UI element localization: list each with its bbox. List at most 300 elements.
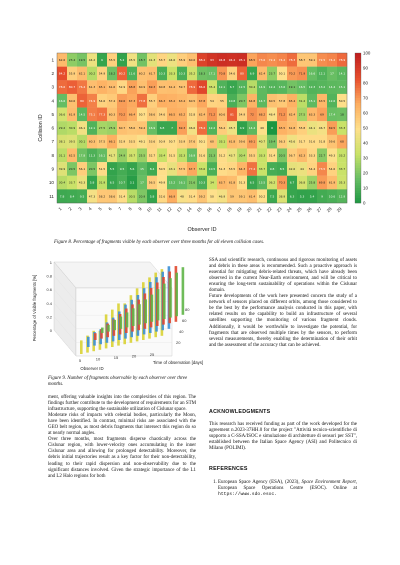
x-axis-title: Observer ID <box>80 366 104 371</box>
heatmap-cell-label: 31.1 <box>58 153 66 158</box>
heatmap-cell-label: 8.4 <box>69 194 75 199</box>
colorbar-tick-label: 60 <box>363 110 368 116</box>
heatmap-cell-label: 11.3 <box>88 153 96 158</box>
heatmap-cell-label: 12.4 <box>268 85 276 90</box>
figure-8-caption <box>54 240 354 246</box>
heatmap-cell-label: 20.5 <box>68 167 76 172</box>
heatmap-cell-label: 52.7 <box>148 153 156 158</box>
heatmap-cell-label: 60.3 <box>88 139 96 144</box>
heatmap-cell-label: 50.1 <box>198 139 206 144</box>
colorbar-step <box>355 66 361 69</box>
heatmap-cell-label: 59.4 <box>138 126 146 131</box>
colorbar-step <box>355 103 361 106</box>
heatmap-cell-label: 86.6 <box>198 85 206 90</box>
colorbar-step <box>355 163 361 166</box>
heatmap-cell-label: 16.9 <box>188 153 196 158</box>
heatmap-cell-label: 25.5 <box>138 153 146 158</box>
y-tick-label: 0 <box>49 328 52 333</box>
bar <box>132 308 135 326</box>
heatmap-cell-label: 53.9 <box>178 139 186 144</box>
colorbar-step <box>355 88 361 91</box>
heatmap-cell-label: 38.1 <box>58 139 66 144</box>
y-tick-label: 1 <box>49 260 52 265</box>
colorbar-step <box>355 133 361 136</box>
bar <box>157 289 160 320</box>
heatmap-cell-label: 51.5 <box>98 167 106 172</box>
heatmap-cell-label: 54.6 <box>228 71 236 76</box>
heatmap-cell-label: 30.2 <box>88 71 96 76</box>
heatmap-cell-label: 65.4 <box>288 98 296 103</box>
heatmap-cell-label: 73.5 <box>318 167 326 172</box>
heatmap-cell-label: 20.5 <box>278 153 286 158</box>
heatmap-cell-label: 17 <box>330 71 334 76</box>
heatmap-cell-label: 8.4 <box>149 167 155 172</box>
heatmap-cell-label: 17.4 <box>328 112 336 117</box>
y-tick-label: 0.6 <box>46 287 52 293</box>
x-tick-label: 5 <box>78 358 82 363</box>
x-tick-label: 8 <box>127 206 133 212</box>
heatmap-cell-label: 40.7 <box>258 139 266 144</box>
figure-9-caption-label: Figure 9. <box>48 376 67 381</box>
acknowledgments-text: This research has received funding as part of the work developed for the agreement n.2023-37HH.0 for the project "Attività tecnico-scientifiche di supporto a C-SSA/ISOC e simulazione di architetture di sensori per SST", established between the Italian Space Agency (ASI) and Politecnico di Milano (POLIMI). <box>209 422 357 452</box>
heatmap-cell-label: 64.8 <box>248 98 256 103</box>
heatmap-cell-label: 33.1 <box>218 139 226 144</box>
heatmap-cell-label: 51.5 <box>168 153 176 158</box>
heatmap-cell-label: 45.6 <box>288 139 296 144</box>
heatmap-cell-label: 60.8 <box>158 85 166 90</box>
paragraph: Over three months, most fragments disperse chaotically across the Cislunar region, with lower-velocity ones accumulating in the inner Cislunar area and allowing for prolonged detectability. Moreover, the debris initial trajectories result as a key factor for their non-detectability, leading to their rapid dispersion and non-observability due to the significant distances involved. Given the strategic importance of the L1 and L2 Halo regions for both <box>48 437 196 479</box>
colorbar-step <box>355 188 361 191</box>
heatmap-cell-label: 12.1 <box>88 126 96 131</box>
colorbar-step <box>355 143 361 146</box>
colorbar-tick-label: 0 <box>363 200 366 206</box>
heatmap-cell-label: 53.5 <box>128 139 136 144</box>
heatmap-cell-label: 60 <box>210 139 214 144</box>
x-tick-label: 10 <box>145 206 153 214</box>
colorbar-step <box>355 183 361 186</box>
figure-9 <box>30 258 204 372</box>
heatmap-cell-label: 16.6 <box>58 98 66 103</box>
heatmap-cell-label: 33.3 <box>258 153 266 158</box>
heatmap-cell-label: 70.2 <box>118 112 126 117</box>
heatmap-chart <box>22 50 392 238</box>
heatmap-cell-label: 67.3 <box>128 98 136 103</box>
heatmap-cell-label: 51.7 <box>298 139 306 144</box>
heatmap-cell-label: 41.3 <box>148 57 156 62</box>
heatmap-cell-label: 30.4 <box>58 180 66 185</box>
heatmap-cell-label: 15.1 <box>308 98 316 103</box>
paragraph: Moderate risks of impacts with celestial bodies, particularly the Moon, have been identified. In contrast, minimal risks are associated with the GEO belt region, as most debris fragments that intersect this region do so at nearly normal angles. <box>48 413 196 437</box>
heatmap-cell-label: 6 <box>101 57 103 62</box>
colorbar-tick-label: 90 <box>363 65 368 71</box>
heatmap-cell-label: 59.7 <box>178 85 186 90</box>
heatmap-cell-label: 6.3 <box>289 194 295 199</box>
heatmap-cell-label: 80.7 <box>68 85 76 90</box>
heatmap-cell-label: 31.9 <box>98 180 106 185</box>
heatmap-cell-label: 44.2 <box>88 57 96 62</box>
heatmap-cell-label: 35.7 <box>128 153 136 158</box>
colorbar-step <box>355 193 361 196</box>
colorbar-step <box>355 71 361 74</box>
x-tick-label: 16 <box>205 206 213 214</box>
heatmap-cell-label: 10.6 <box>328 194 336 199</box>
heatmap-cell-label: 54.6 <box>98 98 106 103</box>
heatmap-cell-label: 59.1 <box>308 57 316 62</box>
heatmap-cell-label: 25.9 <box>108 126 116 131</box>
heatmap-cell-label: 69.3 <box>178 126 186 131</box>
colorbar-step <box>355 196 361 199</box>
heatmap-cell-label: 3.1 <box>129 180 135 185</box>
heatmap-cell-label: 60.5 <box>188 98 196 103</box>
heatmap-cell-label: 71.2 <box>208 112 216 117</box>
colorbar-tick-label: 40 <box>363 140 368 146</box>
heatmap-cell-label: 72.5 <box>318 57 326 62</box>
z-tick-label: 60 <box>182 318 187 323</box>
heatmap-cell-label: 9.5 <box>119 167 125 172</box>
heatmap-cell-label: 18.7 <box>138 57 146 62</box>
heatmap-cell-label: 30.1 <box>78 139 86 144</box>
heatmap-cell-label: 61.8 <box>228 139 236 144</box>
colorbar-tick-label: 80 <box>363 80 368 86</box>
heatmap-cell-label: 43.7 <box>228 153 236 158</box>
heatmap-cell-label: 10.7 <box>118 180 126 185</box>
heatmap-cell-label: 46.1 <box>78 126 86 131</box>
heatmap-cell-label: 46.7 <box>318 126 326 131</box>
heatmap-cell-label: 68.5 <box>248 57 256 62</box>
heatmap-cell-label: 55.5 <box>248 153 256 158</box>
heatmap-cell-label: 14.9 <box>258 85 266 90</box>
heatmap-cell-label: 61.9 <box>68 112 76 117</box>
heatmap-cell-label: 16.5 <box>298 85 306 90</box>
heatmap-cell-label: 44.6 <box>168 57 176 62</box>
heatmap-cell-label: 59 <box>230 194 234 199</box>
heatmap-cell-label: 14.4 <box>328 85 336 90</box>
y-tick-label: 7 <box>51 139 54 145</box>
heatmap-cell-label: 21.6 <box>188 180 196 185</box>
heatmap-cell-label: 69.8 <box>318 180 326 185</box>
heatmap-cell-label: 62.4 <box>198 112 206 117</box>
colorbar-step <box>355 201 361 204</box>
heatmap-cell-label: 69.5 <box>328 126 336 131</box>
bar <box>163 284 166 319</box>
heatmap-cell-label: 61.6 <box>108 85 116 90</box>
bar <box>107 325 110 332</box>
bar <box>144 299 147 323</box>
heatmap-cell-label: 18 <box>340 112 344 117</box>
x-tick-label: 25 <box>295 206 303 214</box>
heatmap-cell-label: 23.4 <box>68 57 76 62</box>
heatmap-cell-label: 36.2 <box>268 180 276 185</box>
heatmap-cell-label: 12.2 <box>208 126 216 131</box>
heatmap-cell-label: 59.1 <box>238 194 246 199</box>
heatmap-cell-label: 78.3 <box>288 57 296 62</box>
heatmap-cell-label: 7.5 <box>269 194 275 199</box>
heatmap-cell-label: 17.1 <box>208 71 216 76</box>
heatmap-cell-label: 5.3 <box>299 194 305 199</box>
heatmap-cell-label: 53.5 <box>228 167 236 172</box>
heatmap-cell-label: 5.8 <box>89 180 95 185</box>
heatmap-cell-label: 57.6 <box>188 139 196 144</box>
x-tick-label: 5 <box>97 206 103 212</box>
heatmap-cell-label: 63.5 <box>318 98 326 103</box>
heatmap-cell-label: 60.5 <box>268 98 276 103</box>
heatmap-cell-label: 50.7 <box>168 139 176 144</box>
x-tick-label: 1 <box>57 206 63 212</box>
heatmap-cell-label: 55.9 <box>178 57 186 62</box>
heatmap-cell-label: 9 <box>321 194 323 199</box>
heatmap-cell-label: 57.5 <box>178 167 186 172</box>
heatmap-cell-label: 54.9 <box>98 71 106 76</box>
heatmap-cell-label: 66.4 <box>128 112 136 117</box>
heatmap-cell-label: 70.3 <box>278 180 286 185</box>
heatmap-cell-label: 77.4 <box>248 167 256 172</box>
colorbar-step <box>355 78 361 81</box>
heatmap-cell-label: 6.9 <box>249 71 255 76</box>
heatmap-cell-label: 54.6 <box>328 167 336 172</box>
acknowledgments-heading: ACKNOWLEDGMENTS <box>209 409 271 415</box>
heatmap-cell-label: 34 <box>210 180 214 185</box>
heatmap-cell-label: 53.7 <box>158 57 166 62</box>
bar <box>126 312 129 327</box>
x-tick-label: 15 <box>113 355 119 360</box>
heatmap-cell-label: 69.6 <box>118 98 126 103</box>
colorbar-step <box>355 106 361 109</box>
paragraph: SSA and scientific research, continuous and rigorous monitoring of assets and debris in these areas is recommended. Such a proactive approach is essential for mitigating debris-related threats, which have already been observed in the current Near-Earth environment, and will be critical to ensuring the long-term sustainability of operations within the Cislunar domain. <box>209 258 357 294</box>
heatmap-cell-label: 56.4 <box>218 126 226 131</box>
heatmap-cell-label: 12.1 <box>218 85 226 90</box>
heatmap-cell-label: 67.8 <box>198 98 206 103</box>
heatmap-cell-label: 5.4 <box>309 194 315 199</box>
heatmap-cell-label: 35.2 <box>188 71 196 76</box>
heatmap-cell-label: 81 <box>230 112 234 117</box>
references-heading: REFERENCES <box>209 466 248 472</box>
heatmap-cell-label: 55.5 <box>108 57 116 62</box>
heatmap-cell-label: 60.3 <box>108 112 116 117</box>
x-tick-label: 2 <box>67 206 73 212</box>
colorbar <box>355 51 371 206</box>
heatmap-cell-label: 63.3 <box>308 112 316 117</box>
heatmap-cell-label: 20.7 <box>238 98 246 103</box>
y-tick-label: 8 <box>51 152 54 158</box>
heatmap-cell-label: 63.7 <box>218 180 226 185</box>
x-tick-label: 13 <box>175 206 183 214</box>
heatmap-cell-label: 14.1 <box>338 71 346 76</box>
heatmap-cell-label: 31.2 <box>298 98 306 103</box>
heatmap-cell-label: 9.8 <box>269 167 275 172</box>
heatmap-cell-label: 6.5 <box>249 180 255 185</box>
heatmap-cell-label: 32.3 <box>178 153 186 158</box>
heatmap-cell-label: 51.4 <box>188 194 196 199</box>
heatmap-cell-label: 25.8 <box>308 180 316 185</box>
heatmap-cell-label: 51.4 <box>118 194 126 199</box>
bar <box>120 317 123 329</box>
heatmap-cell-label: 51.6 <box>198 153 206 158</box>
heatmap-cell-label: 18.2 <box>108 71 116 76</box>
colorbar-step <box>355 123 361 126</box>
heatmap-cell-label: 19.1 <box>288 85 296 90</box>
colorbar-step <box>355 153 361 156</box>
heatmap-cell-label: 58.6 <box>128 126 136 131</box>
heatmap-cell-label: 33.2 <box>338 153 346 158</box>
z-tick-label: 20 <box>176 340 181 345</box>
heatmap-cell-label: 77.8 <box>138 98 146 103</box>
heatmap-cell-label: 33.7 <box>68 180 76 185</box>
colorbar-tick-label: 10 <box>363 185 368 191</box>
heatmap-cell-label: 50.2 <box>258 194 266 199</box>
heatmap-cell-label: 65.2 <box>168 98 176 103</box>
colorbar-tick-label: 50 <box>363 125 368 131</box>
heatmap-cell-label: 62.5 <box>68 153 76 158</box>
colorbar-step <box>355 68 361 71</box>
colorbar-step <box>355 96 361 99</box>
y-tick-label: 0.4 <box>46 300 52 306</box>
heatmap-cell-label: 94.8 <box>218 57 226 62</box>
z-axis-title: Time of observation [days] <box>152 360 204 365</box>
heatmap-cell-label: 60.6 <box>68 98 76 103</box>
heatmap-cell-label: 33.4 <box>158 153 166 158</box>
heatmap-cell-label: 62.3 <box>298 153 306 158</box>
heatmap-cell-label: 49.3 <box>328 153 336 158</box>
heatmap-cell-label: 54.9 <box>238 112 246 117</box>
heatmap-cell-label: 62.4 <box>258 71 266 76</box>
references-list <box>209 480 357 498</box>
x-tick-label: 15 <box>195 206 203 214</box>
bar <box>151 295 154 322</box>
heatmap-cell-label: 52.9 <box>118 139 126 144</box>
colorbar-step <box>355 156 361 159</box>
heatmap-cell-label: 49 <box>260 126 264 131</box>
colorbar-step <box>355 118 361 121</box>
bar <box>94 333 97 340</box>
colorbar-tick-label: 30 <box>363 155 368 161</box>
heatmap-cell-label: 51.2 <box>218 153 226 158</box>
heatmap-cell-label: 19.5 <box>78 57 86 62</box>
heatmap-cell-label: 36.8 <box>298 180 306 185</box>
x-tick-label: 12 <box>165 206 173 214</box>
heatmap-cell-label: 54.6 <box>158 112 166 117</box>
heatmap-cell-label: 46.6 <box>188 126 196 131</box>
heatmap-cell-label: 10.3 <box>198 180 206 185</box>
heatmap-cell-label: 84.2 <box>58 71 66 76</box>
x-tick-label: 20 <box>245 206 253 214</box>
heatmap-cell-label: 78.9 <box>338 57 346 62</box>
heatmap-cell-label: 13.2 <box>318 85 326 90</box>
heatmap-cell-label: 61.3 <box>88 85 96 90</box>
colorbar-step <box>355 101 361 104</box>
colorbar-step <box>355 166 361 169</box>
x-tick-label: 11 <box>155 206 163 213</box>
x-tick-label: 29 <box>335 206 343 214</box>
heatmap-cell-label: 49.1 <box>138 139 146 144</box>
heatmap-cell-label: 51.3 <box>238 180 246 185</box>
x-tick-label: 28 <box>325 206 333 214</box>
heatmap-cell-label: 52.9 <box>118 85 126 90</box>
heatmap-cell-label: 80 <box>80 98 84 103</box>
heatmap-cell-label: 36.6 <box>58 112 66 117</box>
heatmap-cell-label: 33.6 <box>198 167 206 172</box>
heatmap-cell-label: 12.3 <box>308 85 316 90</box>
figure-8-caption-label: Figure 8. <box>54 240 73 245</box>
heatmap-cell-label: 61.9 <box>328 180 336 185</box>
heatmap-cell-label: 30.4 <box>248 85 256 90</box>
heatmap-cell-label: 78.9 <box>188 85 196 90</box>
heatmap-cell-label: 16.6 <box>308 71 316 76</box>
heatmap-cell-label: 17 <box>140 180 144 185</box>
heatmap-cell-label: 8.5 <box>279 167 285 172</box>
heatmap-cell-label: 64.3 <box>238 167 246 172</box>
heatmap-cell-label: 80.2 <box>118 71 126 76</box>
heatmap-cell-label: 80 <box>240 71 244 76</box>
heatmap-cell-label: 61.4 <box>168 85 176 90</box>
colorbar-step <box>355 116 361 119</box>
heatmap-cell-label: 72 <box>250 112 254 117</box>
heatmap-cell-label: 55.8 <box>298 126 306 131</box>
bar <box>182 267 185 315</box>
heatmap-cell-label: 39.9 <box>58 167 66 172</box>
y-tick-label: 11 <box>49 193 54 199</box>
colorbar-step <box>355 86 361 89</box>
heatmap-cell-label: 30.4 <box>238 153 246 158</box>
x-tick-label: 22 <box>265 206 273 214</box>
heatmap-cell-label: 62.6 <box>58 57 66 62</box>
heatmap-cell-label: 66.9 <box>168 194 176 199</box>
paragraph: Future developments of the work here presented concern the study of a network of sensors placed on different orbits, among those considered to be the best by the performance analysis conducted in this paper, with related results on the capability to build an infrastructure of several satellites supporting the monitoring of various fragment clouds. Additionally, it would be worthwhile to investigate the potential, for fragments that are observed multiple times by the sensors, to perform several measurements, thereby enabling the determination of their orbit and the assessment of the accuracy that can be achieved. <box>209 294 357 348</box>
heatmap-cell-label: 68 <box>340 139 344 144</box>
bar <box>169 278 172 317</box>
heatmap-cell-label: 58.2 <box>98 194 106 199</box>
heatmap-cell-label: 35.4 <box>208 85 216 90</box>
heatmap-cell-label: 10.3 <box>178 71 186 76</box>
heatmap-cell-label: 52.6 <box>158 194 166 199</box>
colorbar-step <box>355 81 361 84</box>
heatmap-cell-label: 17.8 <box>78 153 86 158</box>
heatmap-cell-label: 60.7 <box>118 126 126 131</box>
colorbar-step <box>355 186 361 189</box>
heatmap-cell-label: 33.3 <box>168 71 176 76</box>
heatmap-cell-label: 58.6 <box>108 194 116 199</box>
heatmap-cell-label: 16.1 <box>178 180 186 185</box>
x-tick-label: 26 <box>305 206 313 214</box>
heatmap-cell-label: 22.7 <box>318 153 326 158</box>
y-tick-label: 10 <box>48 180 54 186</box>
figure-9-caption <box>48 376 194 388</box>
heatmap-cell-label: 10.5 <box>208 167 216 172</box>
heatmap-cell-label: 16.1 <box>98 153 106 158</box>
colorbar-step <box>355 113 361 116</box>
reference-link[interactable]: https://www.sdo.esoc. <box>218 492 278 498</box>
heatmap-cell-label: 66.3 <box>158 98 166 103</box>
heatmap-cell-label: 66.5 <box>168 112 176 117</box>
heatmap-cell-label: 63.4 <box>178 98 186 103</box>
heatmap-cell-label: 69.1 <box>248 139 256 144</box>
x-tick-label: 6 <box>107 206 113 212</box>
heatmap-cell-label: 66.1 <box>108 139 116 144</box>
heatmap-cell-label: 11.6 <box>128 71 136 76</box>
x-tick-label: 7 <box>117 206 123 212</box>
heatmap-cell-label: 5.8 <box>149 194 155 199</box>
heatmap-cell-label: 51.8 <box>318 139 326 144</box>
colorbar-step <box>355 141 361 144</box>
x-tick-label: 21 <box>255 206 263 214</box>
heatmap-cell-label: 5.6 <box>129 167 135 172</box>
bar <box>138 304 141 324</box>
heatmap-cell-label: 20.5 <box>88 167 96 172</box>
heatmap-cell-label: 60.6 <box>188 57 196 62</box>
heatmap-cell-label: 30.9 <box>68 126 76 131</box>
y-tick-label: 1 <box>51 57 54 63</box>
colorbar-step <box>355 93 361 96</box>
x-tick-label: 18 <box>225 206 233 214</box>
